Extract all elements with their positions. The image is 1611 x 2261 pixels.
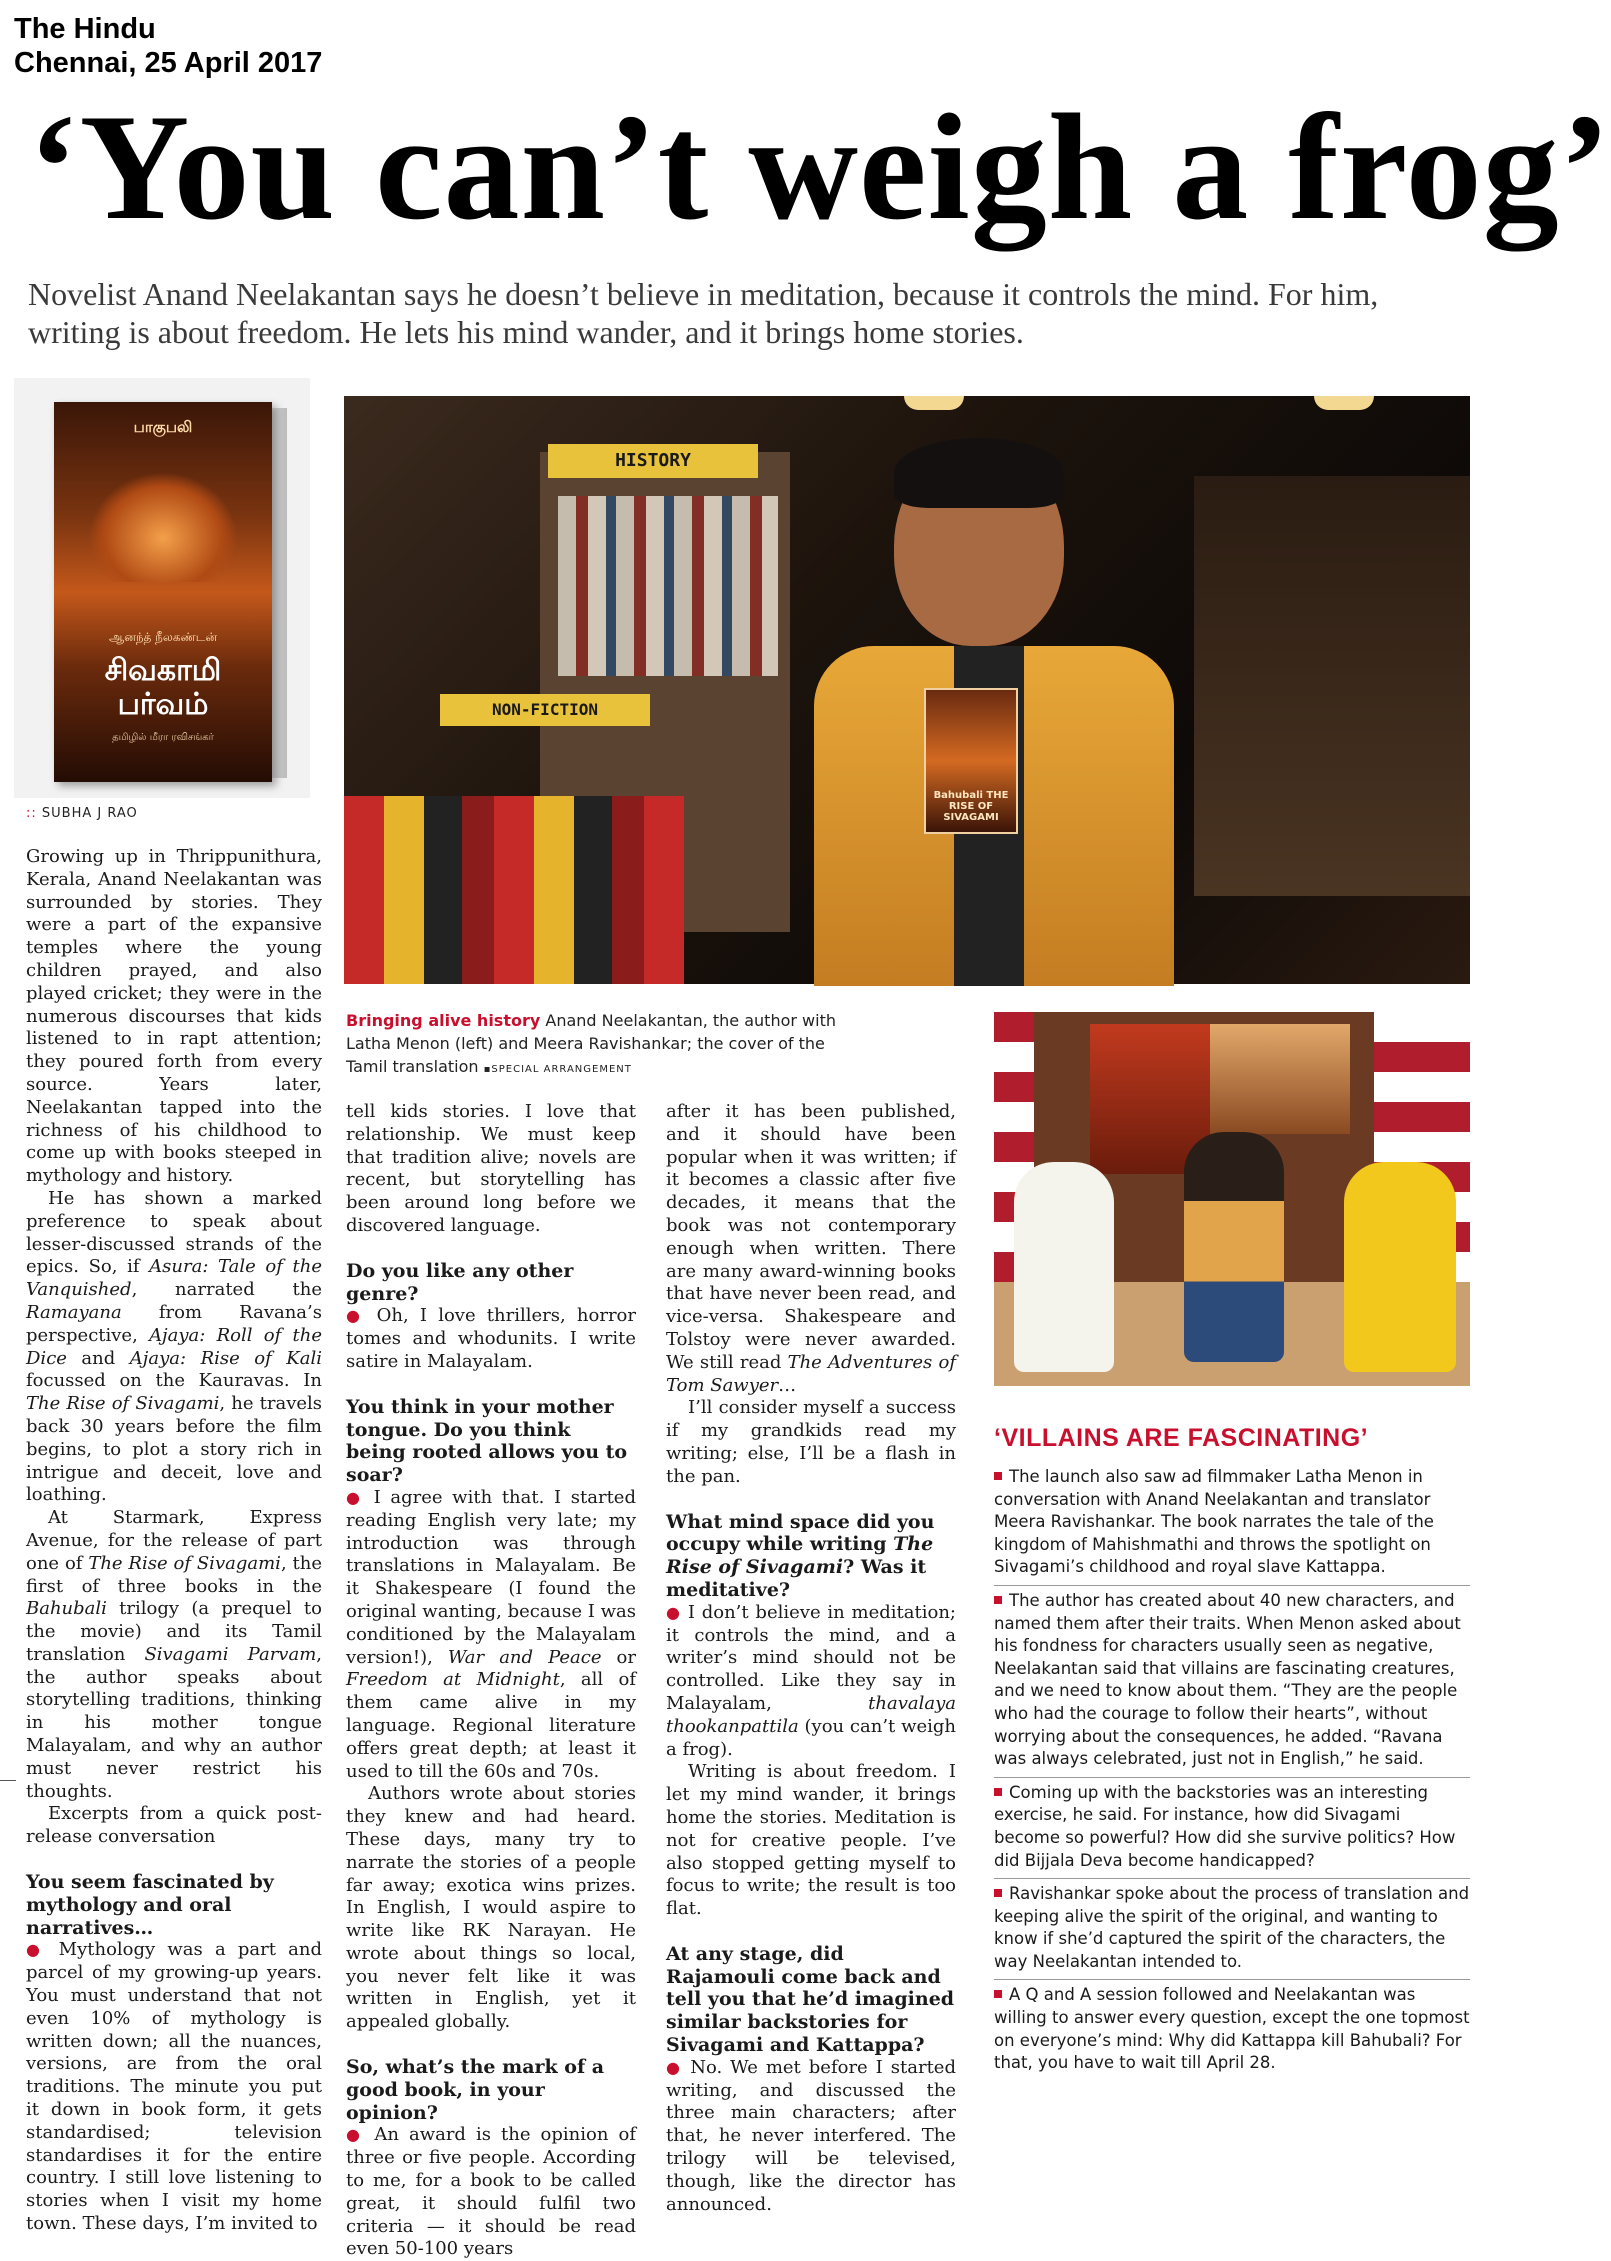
question: So, what’s the mark of a good book, in your opinion? xyxy=(346,2056,605,2124)
book-display-row xyxy=(344,796,684,984)
book-series-title: பாகுபலி xyxy=(133,418,193,436)
ceiling-lamp xyxy=(1314,396,1374,410)
byline-name: SUBHA J RAO xyxy=(41,806,138,821)
book-artwork xyxy=(88,472,238,582)
sidebar-item: Ravishankar spoke about the process of translation and keeping alive the spirit of the original, and wanting to know if she’d captured the spirit of the characters, the way Neelakantan intended to. xyxy=(994,1879,1470,1980)
person-meera-ravishankar xyxy=(1344,1162,1456,1372)
answer: ● Mythology was a part and parcel of my growing-up years. You must understand that not even 10% of mythology is written down; all the nuances, versions, are from the oral traditions. The minute you put it down in book form, it gets standardised; television standardises it for the entire country. I still love listening to stories when I visit my home town. These days, I’m invited to xyxy=(26,1939,322,2235)
sidebar-item: The author has created about 40 new characters, and named them after their traits. When Menon asked about his fondness for characters usually seen as negative, Neelakantan said that villains are fascinating creatures, and we need to know about them. “They are the people who had the courage to follow their hearts”, without worrying about the consequences, he added. “Ravana was always celebrated, just not in English,” he said. xyxy=(994,1586,1470,1778)
standfirst: Novelist Anand Neelakantan says he doesn’t believe in meditation, because it controls the mind. For him, writing is about freedom. He lets his mind wander, and it brings home stories. xyxy=(28,276,1379,350)
bullet-icon: ● xyxy=(666,2057,683,2077)
question: You seem fascinated by mythology and oral narratives… xyxy=(26,1871,274,1939)
bullet-icon: ● xyxy=(26,1940,47,1960)
masthead xyxy=(14,12,322,80)
person-latha-menon xyxy=(1014,1162,1114,1372)
question: At any stage, did Rajamouli come back and tell you that he’d imagined similar backstories for Sivagami and Kattappa? xyxy=(666,1942,955,2057)
bullet-icon: ● xyxy=(346,1487,364,1507)
paragraph: I’ll consider myself a success if my grandkids read my writing; else, I’ll be a flash in the pan. xyxy=(666,1397,956,1487)
non-fiction-sign: NON-FICTION xyxy=(440,694,650,726)
paper-name: The Hindu xyxy=(14,13,156,45)
crop-mark xyxy=(0,1780,16,1781)
question: You think in your mother tongue. Do you think being rooted allows you to soar? xyxy=(346,1395,628,1487)
article-column-2 xyxy=(346,1101,636,2261)
answer: ● An award is the opinion of three or five people. According to me, for a book to be called great, it should fulfil two criteria — it should be read even 50-100 years xyxy=(346,2124,636,2260)
person-anand-neelakantan xyxy=(1184,1132,1284,1362)
answer: ● I don’t believe in meditation; it controls the mind, and a writer’s mind should not be controlled. Like they say in Malayalam, thavalaya thookanpattila (you can’t weigh a frog). xyxy=(666,1601,956,1760)
main-photo xyxy=(344,396,1470,984)
sidebar-title: ‘VILLAINS ARE FASCINATING’ xyxy=(994,1424,1369,1452)
byline-marker: :: xyxy=(26,806,37,821)
bullet-icon: ● xyxy=(666,1602,682,1622)
answer: ● Oh, I love thrillers, horror tomes and whodunits. I write satire in Malayalam. xyxy=(346,1305,636,1372)
paragraph: He has shown a marked preference to speak about lesser-discussed strands of the epics. So, if Asura: Tale of the Vanquished, narrated the Ramayana from Ravana’s perspective, Ajaya: Roll of the Dice and Ajaya: Rise of Kali focussed on the Kauravas. In The Rise of Sivagami, he travels back 30 years before the film begins, to plot a story rich in intrigue and deceit, love and loathing. xyxy=(26,1187,323,1506)
sidebar-item: The launch also saw ad filmmaker Latha Menon in conversation with Anand Neelakantan and translator Meera Ravishankar. The book narrates the tale of the kingdom of Mahishmathi and throws the spotlight on Sivagami’s childhood and royal slave Kattappa. xyxy=(994,1462,1470,1586)
paragraph: after it has been published, and it should have been popular when it was written; if it becomes a classic after five decades, it means that the book was not contemporary enough when written. There are many award-winning books that have never been read, and vice-versa. Shakespeare and Tolstoy were never awarded. We still read The Adventures of Tom Sawyer… xyxy=(666,1101,957,1396)
caption-highlight: Bringing alive history xyxy=(346,1011,541,1030)
shelf-books xyxy=(558,496,778,676)
photo-credit: ▪SPECIAL ARRANGEMENT xyxy=(483,1064,632,1075)
photo-caption xyxy=(346,1009,866,1081)
headline: ‘You can’t weigh a frog’ xyxy=(28,83,1611,251)
book-translator: தமிழில் மீரா ரவிசங்கர் xyxy=(112,732,214,743)
bullet-icon: ● xyxy=(346,1306,366,1326)
byline xyxy=(26,806,138,821)
question: What mind space did you occupy while writing The Rise of Sivagami? Was it meditative? xyxy=(666,1510,935,1601)
held-book: Bahubali THE RISE OF SIVAGAMI xyxy=(924,688,1018,834)
answer: ● I agree with that. I started reading English very late; my introduction was through translations in Malayalam. Be it Shakespeare (I found the original wanting, because I was conditioned by the Malayalam version!), War and Peace or Freedom at Midnight, all of them came alive in my language. Regional literature offers great depth; at least it used to till the 60s and 70s. xyxy=(346,1486,636,1782)
event-photo xyxy=(994,1012,1470,1386)
bullet-icon: ● xyxy=(346,2125,365,2145)
bullet-square-icon xyxy=(994,1472,1002,1480)
book-cover-image xyxy=(14,378,310,798)
question: Do you like any other genre? xyxy=(346,1259,574,1305)
book-poster xyxy=(1210,1024,1350,1134)
author-figure xyxy=(814,416,1174,984)
sidebar xyxy=(994,1462,1470,2081)
bullet-square-icon xyxy=(994,1990,1002,1998)
article-column-3 xyxy=(666,1101,956,2216)
book-title: சிவகாமி பர்வம் xyxy=(104,653,222,722)
article-column-1 xyxy=(26,846,322,2236)
hair xyxy=(894,438,1064,508)
paragraph: Excerpts from a quick post-release conversation xyxy=(26,1803,322,1848)
bullet-square-icon xyxy=(994,1788,1002,1796)
paragraph: Authors wrote about stories they knew and had heard. These days, many try to narrate the stories of a people far away; exotica wins prizes. In English, I would aspire to write like RK Narayan. He wrote about things so local, you never felt like it was written in English, yet it appealed globally. xyxy=(346,1783,636,2033)
dateline: Chennai, 25 April 2017 xyxy=(14,47,323,79)
bullet-square-icon xyxy=(994,1596,1002,1604)
paragraph: Writing is about freedom. I let my mind wander, it brings home the stories. Meditation is not for creative people. I’ve also stopped getting myself to focus to write; the result is too flat. xyxy=(666,1761,956,1920)
paragraph: Growing up in Thrippunithura, Kerala, Anand Neelakantan was surrounded by stories. They were a part of the expansive temples where the young children prayed, and also played cricket; they were in the numerous discourses that kids listened to in rapt attention; they poured forth from every source. Years later, Neelakantan tapped into the richness of his childhood to come up with books steeped in mythology and history. xyxy=(26,846,322,1187)
answer: ● No. We met before I started writing, and discussed the three main characters; after that, he never interfered. The trilogy will be televised, though, like the director has announced. xyxy=(666,2056,956,2215)
book-cover xyxy=(54,402,272,782)
book-author: ஆனந்த் நீலகண்டன் xyxy=(109,630,217,644)
store-background xyxy=(1194,476,1470,896)
bullet-square-icon xyxy=(994,1889,1002,1897)
ceiling-lamp xyxy=(904,396,964,410)
paragraph: At Starmark, Express Avenue, for the release of part one of The Rise of Sivagami, the first of three books in the Bahubali trilogy (a prequel to the movie) and its Tamil translation Sivagami Parvam, the author speaks about storytelling traditions, thinking in his mother tongue Malayalam, and why an author must never restrict his thoughts. xyxy=(26,1507,323,1802)
sidebar-item: A Q and A session followed and Neelakantan was willing to answer every question, except the one topmost on everyone’s mind: Why did Kattappa kill Bahubali? For that, you have to wait till April 28. xyxy=(994,1985,1470,2073)
paragraph: tell kids stories. I love that relationship. We must keep that tradition alive; novels are recent, but storytelling has been around long before we discovered language. xyxy=(346,1101,636,1236)
history-sign: HISTORY xyxy=(548,444,758,478)
sidebar-item: Coming up with the backstories was an interesting exercise, he said. For instance, how did Sivagami become so powerful? How did she survive politics? How did Bijjala Deva become handicapped? xyxy=(994,1778,1470,1879)
caption-text: Anand Neelakantan, the author with Latha Menon (left) and Meera Ravishankar; the cover of the Tamil translation xyxy=(346,1011,836,1076)
